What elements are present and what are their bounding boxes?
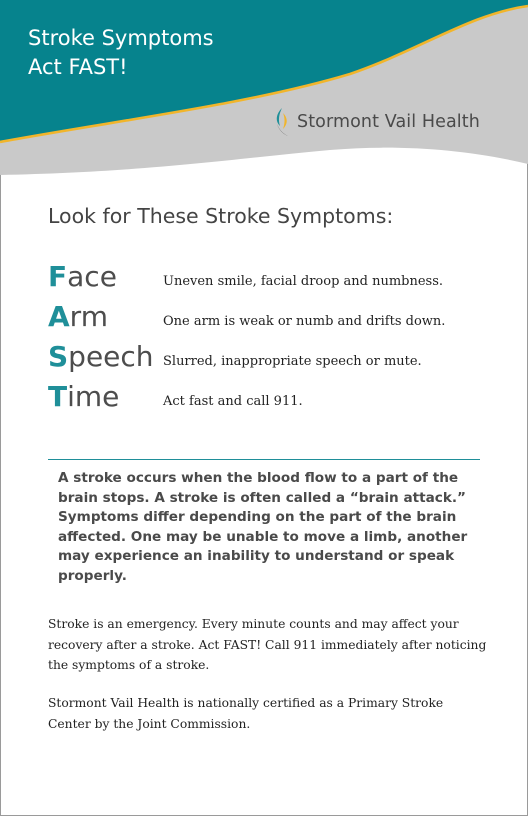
fast-word-speech	[48, 338, 154, 376]
fast-initial: A	[48, 300, 70, 333]
fast-row-face	[48, 258, 498, 298]
header-title	[28, 24, 214, 82]
fast-description: Uneven smile, facial droop and numbness.	[163, 274, 444, 289]
fast-word-rest: ime	[67, 380, 120, 413]
fast-word-time	[48, 378, 119, 416]
brand-logo	[271, 106, 480, 138]
header-title-line1: Stroke Symptoms	[28, 26, 214, 50]
emergency-paragraph: Stroke is an emergency. Every minute counts and may affect your recovery after a stroke. Act FAST! Call 911 immediately after noticing the symptoms of a stroke.	[48, 617, 487, 672]
fast-initial: F	[48, 260, 68, 293]
fast-description: Slurred, inappropriate speech or mute.	[163, 354, 422, 369]
fast-word-rest: ace	[67, 260, 117, 293]
header-title-line2: Act FAST!	[28, 55, 128, 79]
stormont-vail-leaf-logo-icon	[271, 107, 293, 137]
fast-description: One arm is weak or numb and drifts down.	[163, 314, 446, 329]
stroke-definition-callout: A stroke occurs when the blood flow to a part of the brain stops. A stroke is often called a “brain attack.” Symptoms differ depending on the part of the brain affected. One may be unable to move a limb, another may experience an inability to understand or speak properly.	[58, 470, 468, 584]
fast-row-arm	[48, 298, 498, 338]
section-heading: Look for These Stroke Symptoms:	[48, 204, 394, 228]
fast-row-speech	[48, 338, 498, 378]
fast-acronym-list	[48, 258, 498, 418]
fast-word-rest: peech	[68, 340, 154, 373]
fast-initial: S	[48, 340, 69, 373]
fast-word-face	[48, 258, 117, 296]
fast-row-time	[48, 378, 498, 418]
fast-word-arm	[48, 298, 108, 336]
section-divider	[48, 459, 480, 460]
brand-name: Stormont Vail Health	[297, 112, 480, 132]
fast-word-rest: rm	[69, 300, 108, 333]
fast-initial: T	[48, 380, 68, 413]
certification-paragraph: Stormont Vail Health is nationally certified as a Primary Stroke Center by the Joint Commission.	[48, 696, 444, 731]
fast-description: Act fast and call 911.	[163, 394, 303, 409]
